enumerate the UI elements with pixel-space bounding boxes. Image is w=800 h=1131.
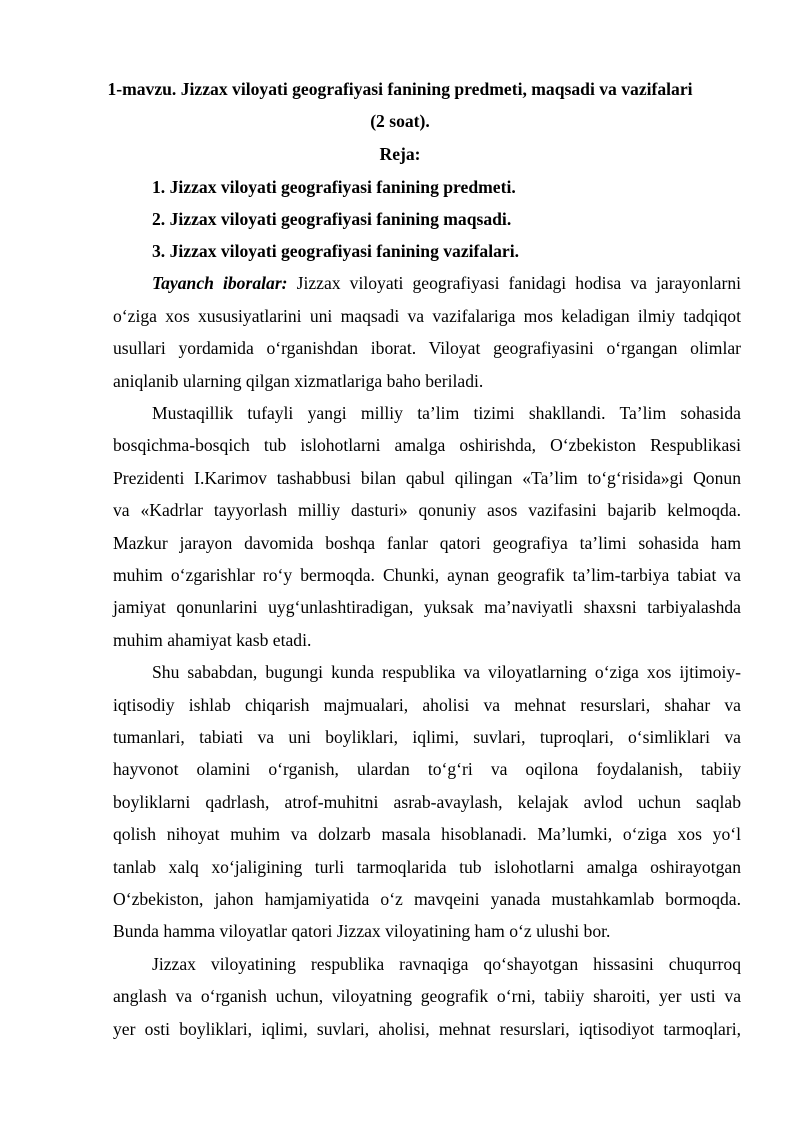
paragraph-line: Shu sababdan, bugungi kunda respublika va viloyatlarning oʻziga xos ijtimoiy- [152, 662, 741, 682]
keywords-line: aniqlanib ularning qilgan xizmatlariga baho beriladi. [113, 371, 484, 391]
paragraph-line: hayvonot olamini oʻrganish, ulardan toʻgʻri va oqilona foydalanish, tabiiy [113, 759, 741, 779]
keywords-line: usullari yordamida oʻrganishdan iborat. Viloyat geografiyasini oʻrgangan olimlar [113, 338, 741, 358]
paragraph-line: Mustaqillik tufayli yangi milliy ta’lim tizimi shakllandi. Ta’lim sohasida [152, 403, 741, 423]
document-title: 1-mavzu. Jizzax viloyati geografiyasi fanining predmeti, maqsadi va vazifalari [107, 79, 693, 99]
paragraph-line: bosqichma-bosqich tub islohotlarni amalga oshirishda, Oʻzbekiston Respublikasi [113, 435, 741, 455]
paragraph-line: yer osti boyliklari, iqlimi, suvlari, aholisi, mehnat resurslari, iqtisodiyot tarmoqlari, [113, 1019, 741, 1039]
paragraph-line: Oʻzbekiston, jahon hamjamiyatida oʻz mavqeini yanada mustahkamlab bormoqda. [113, 889, 741, 909]
paragraph-line: jamiyat qonunlarini uygʻunlashtiradigan, yuksak ma’naviyatli shaxsni tarbiyalashda [113, 597, 741, 617]
paragraph-line: tanlab xalq xoʻjaligining turli tarmoqlarida tub islohotlarni amalga oshirayotgan [113, 857, 741, 877]
keywords-line: oʻziga xos xususiyatlarini uni maqsadi va vazifalariga mos keladigan ilmiy tadqiqot [113, 306, 741, 326]
keywords-text: Jizzax viloyati geografiyasi fanidagi hodisa va jarayonlarni [287, 273, 742, 293]
paragraph-line: Jizzax viloyatining respublika ravnaqiga qoʻshayotgan hissasini chuqurroq [152, 954, 741, 974]
paragraph-line: Mazkur jarayon davomida boshqa fanlar qatori geografiya ta’limi sohasida ham [113, 533, 741, 553]
paragraph-line: qolish nihoyat muhim va dolzarb masala hisoblanadi. Ma’lumki, oʻziga xos yoʻl [113, 824, 741, 844]
keywords-line [152, 272, 741, 294]
paragraph-line: muhim ahamiyat kasb etadi. [113, 630, 312, 650]
paragraph-line: boyliklarni qadrlash, atrof-muhitni asrab-avaylash, kelajak avlod uchun saqlab [113, 792, 741, 812]
paragraph-line: iqtisodiy ishlab chiqarish majmualari, aholisi va mehnat resurslari, shahar va [113, 695, 741, 715]
plan-item: 3. Jizzax viloyati geografiyasi fanining vazifalari. [152, 241, 519, 261]
plan-heading: Reja: [379, 144, 421, 164]
plan-item: 2. Jizzax viloyati geografiyasi fanining maqsadi. [152, 209, 512, 229]
paragraph-line: muhim oʻzgarishlar roʻy bermoqda. Chunki, aynan geografik ta’lim-tarbiya tabiat va [113, 565, 741, 585]
plan-item: 1. Jizzax viloyati geografiyasi fanining predmeti. [152, 177, 516, 197]
paragraph-line: tumanlari, tabiati va uni boyliklari, iqlimi, suvlari, tuproqlari, oʻsimliklari va [113, 727, 741, 747]
paragraph-line: Bunda hamma viloyatlar qatori Jizzax viloyatining ham oʻz ulushi bor. [113, 921, 611, 941]
paragraph-line: Prezidenti I.Karimov tashabbusi bilan qabul qilingan «Ta’lim toʻgʻrisida»gi Qonun [113, 468, 741, 488]
paragraph-line: va «Kadrlar tayyorlash milliy dasturi» qonuniy asos vazifasini bajarib kelmoqda. [113, 500, 741, 520]
keywords-label: Tayanch iboralar: [152, 273, 288, 293]
document-title-hours: (2 soat). [370, 111, 430, 131]
paragraph-line: anglash va oʻrganish uchun, viloyatning geografik oʻrni, tabiiy sharoiti, yer usti va [113, 986, 741, 1006]
